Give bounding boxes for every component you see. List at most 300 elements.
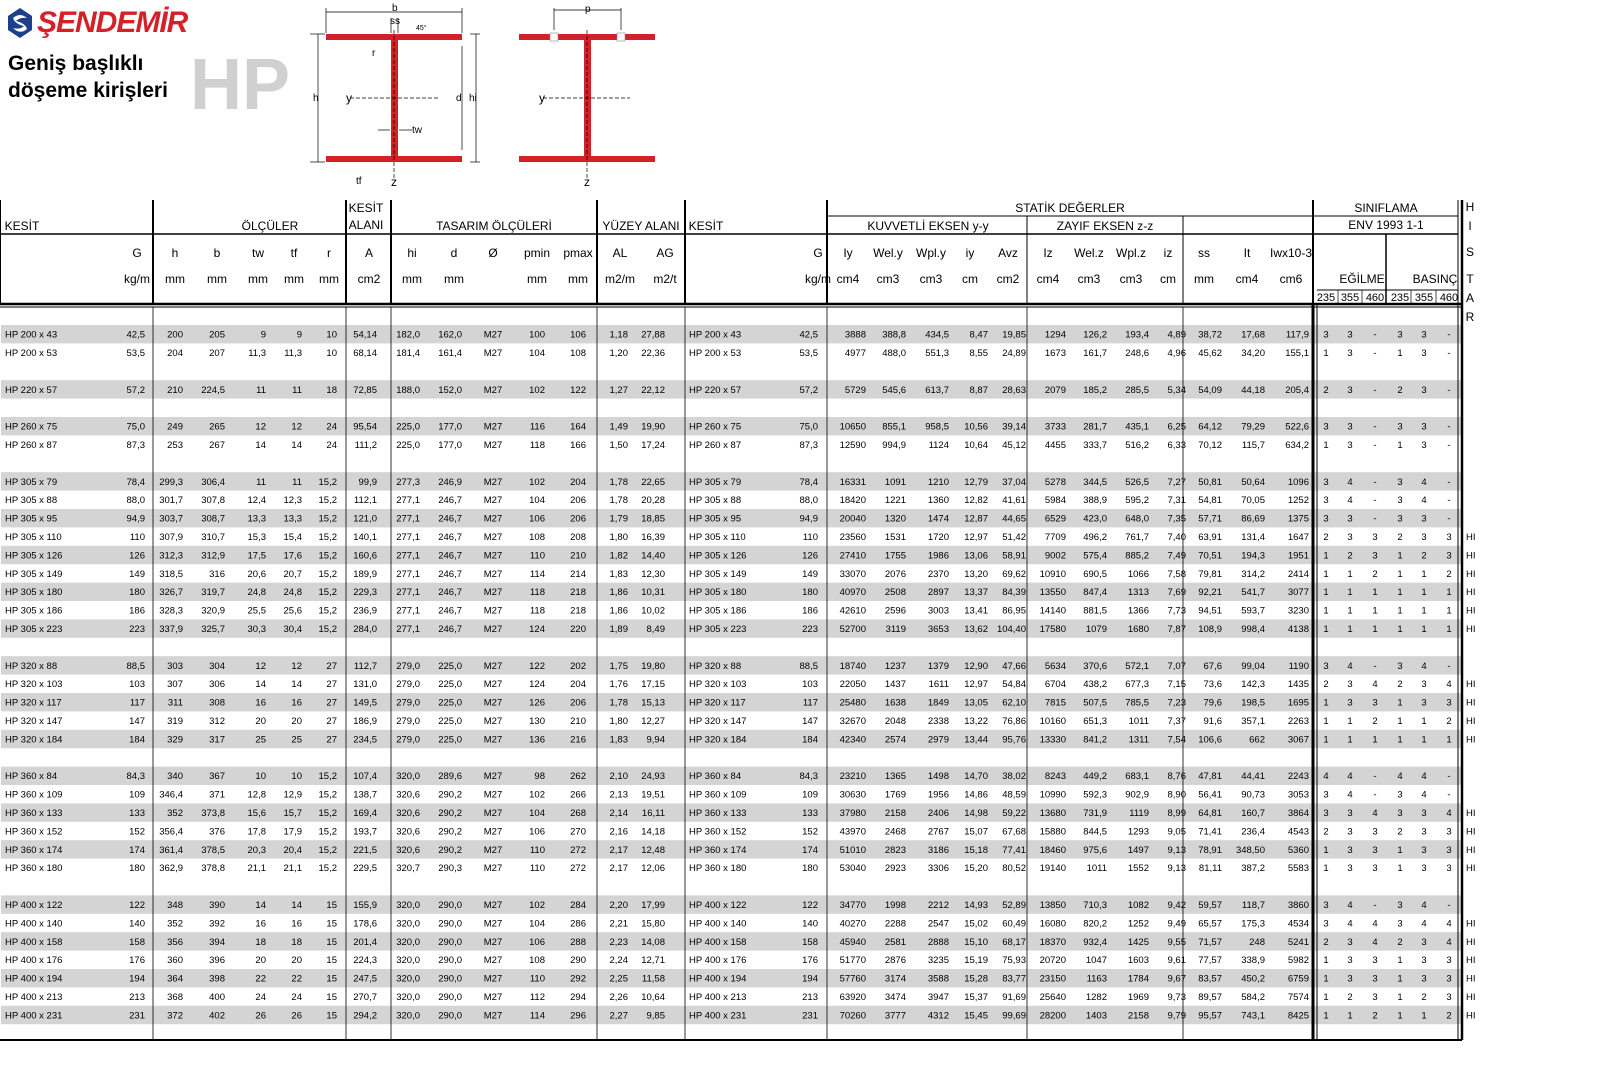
cell-10: M27 <box>483 348 503 359</box>
cell-18: 1755 <box>884 550 906 562</box>
class-cell-2: - <box>1373 476 1377 488</box>
cell-9: 289,6 <box>438 771 462 783</box>
cell-27: 387,2 <box>1241 863 1265 875</box>
cell-kesit: HP 400 x 158 <box>5 936 63 948</box>
cell-kesit: HP 305 x 126 <box>5 550 63 562</box>
cell-7: 234,5 <box>353 734 377 746</box>
cell-18: 3119 <box>885 624 906 635</box>
class-cell-4: 4 <box>1421 789 1427 801</box>
cell-11: 104 <box>529 495 545 507</box>
cell-27: 357,1 <box>1241 716 1265 727</box>
class-cell-5: 2 <box>1446 568 1452 580</box>
class-cell-3: 3 <box>1397 495 1403 507</box>
cell-kesit: HP 360 x 174 <box>5 844 63 856</box>
cell-12: 210 <box>570 550 586 562</box>
cell-21: 99,69 <box>1002 1010 1026 1022</box>
cell-17: 52700 <box>839 624 866 635</box>
cell-11: 102 <box>529 789 545 801</box>
cell-9: 225,0 <box>438 679 462 691</box>
cell-16: 126 <box>802 550 818 562</box>
cell-25: 9,49 <box>1167 918 1186 930</box>
cell-9: 246,7 <box>438 513 462 525</box>
cell-22: 7815 <box>1044 697 1066 709</box>
cell-4: 16 <box>255 918 266 930</box>
cell-16: 133 <box>802 808 818 819</box>
cell-3: 224,5 <box>201 384 225 396</box>
cell-23: 344,5 <box>1083 476 1107 488</box>
cell-5: 24,8 <box>283 587 302 599</box>
cell-23: 507,5 <box>1083 697 1107 709</box>
class-cell-4: 4 <box>1421 771 1427 783</box>
cell-kesit: HP 220 x 57 <box>5 384 58 396</box>
class-cell-0: 1 <box>1323 1010 1329 1022</box>
cell-17: 40970 <box>839 587 866 599</box>
class-cell-0: 1 <box>1323 955 1329 967</box>
cell-6: 15,2 <box>318 789 337 801</box>
cell-kesit-2: HP 305 x 88 <box>689 495 742 507</box>
cell-kesit-2: HP 320 x 147 <box>689 716 747 727</box>
unit-4: mm <box>284 272 304 286</box>
class-cell-1: 4 <box>1347 789 1353 801</box>
cell-2: 249 <box>167 421 183 433</box>
cell-8: 225,0 <box>396 421 420 433</box>
cell-28: 205,4 <box>1285 384 1309 396</box>
class-cell-3: 1 <box>1397 734 1403 746</box>
class-cell-5: - <box>1447 513 1451 525</box>
cell-16: 88,0 <box>799 495 818 507</box>
cell-8: 320,6 <box>396 789 420 801</box>
cell-24: 1680 <box>1127 624 1149 635</box>
cell-14: 14,08 <box>641 936 665 948</box>
cell-22: 18460 <box>1039 844 1066 856</box>
cell-hi: HI <box>1466 679 1476 691</box>
cell-6: 15 <box>326 900 337 911</box>
cell-4: 21,1 <box>247 863 266 875</box>
cell-10: M27 <box>483 660 503 672</box>
unit-19: cm2 <box>996 272 1020 286</box>
cell-14: 19,51 <box>641 789 665 801</box>
cell-23: 438,2 <box>1083 679 1107 691</box>
cell-2: 356,4 <box>159 826 183 838</box>
cell-hi: HI <box>1466 973 1476 985</box>
side-letter: R <box>1465 310 1475 324</box>
cell-6: 15,2 <box>318 771 337 783</box>
class-cell-4: 3 <box>1421 329 1427 341</box>
unit-13: m2/t <box>653 272 677 286</box>
class-cell-4: 3 <box>1421 679 1427 691</box>
cell-7: 112,1 <box>353 495 377 507</box>
hp-section-table <box>0 200 1600 1050</box>
cell-2: 368 <box>167 992 183 1003</box>
cell-14: 10,02 <box>641 605 665 617</box>
cell-hi: HI <box>1466 863 1476 875</box>
cell-6: 10 <box>326 348 337 359</box>
class-cell-2: 2 <box>1372 568 1378 580</box>
cell-kesit: HP 360 x 152 <box>5 826 63 838</box>
cell-2: 301,7 <box>159 495 183 507</box>
cell-27: 248 <box>1249 936 1265 948</box>
cell-20: 15,45 <box>964 1010 988 1022</box>
cell-8: 277,1 <box>396 550 420 562</box>
cell-kesit: HP 305 x 79 <box>5 476 58 488</box>
cell-8: 320,0 <box>396 955 420 967</box>
class-cell-4: 4 <box>1421 900 1427 911</box>
cell-hi: HI <box>1466 936 1476 948</box>
cell-27: 79,29 <box>1241 421 1265 433</box>
cell-17: 22050 <box>839 679 866 691</box>
cell-1: 53,5 <box>126 348 145 359</box>
col-26: Iwx10-3 <box>1269 246 1313 260</box>
class-cell-2: 1 <box>1372 587 1378 599</box>
cell-kesit: HP 360 x 133 <box>5 808 63 819</box>
cell-2: 326,7 <box>159 587 183 599</box>
cell-21: 69,62 <box>1002 568 1026 580</box>
cell-6: 15,2 <box>318 605 337 617</box>
cell-kesit-2: HP 305 x 180 <box>689 587 747 599</box>
cell-23: 1079 <box>1085 624 1107 635</box>
cell-12: 122 <box>570 384 586 396</box>
cell-1: 152 <box>129 826 145 838</box>
class-cell-4: 4 <box>1421 476 1427 488</box>
label-d: d <box>456 93 462 104</box>
cell-1: 147 <box>129 716 145 727</box>
class-cell-3: 1 <box>1397 1010 1403 1022</box>
cell-17: 42340 <box>839 734 866 746</box>
class-cell-2: 1 <box>1372 734 1378 746</box>
cell-8: 320,0 <box>396 900 420 911</box>
cell-20: 14,86 <box>964 789 988 801</box>
cell-9: 246,7 <box>438 568 462 580</box>
cell-8: 277,1 <box>396 605 420 617</box>
cell-21: 104,40 <box>996 624 1026 635</box>
cell-9: 246,7 <box>438 495 462 507</box>
cell-25: 7,54 <box>1167 734 1186 746</box>
cell-9: 225,0 <box>438 660 462 672</box>
cell-1: 57,2 <box>126 384 145 396</box>
cell-20: 8,55 <box>969 348 988 359</box>
cell-19: 3588 <box>927 973 949 985</box>
cell-14: 10,64 <box>641 992 665 1003</box>
cell-5: 12 <box>291 421 302 433</box>
cell-19: 3235 <box>927 955 949 967</box>
cell-25: 9,67 <box>1167 973 1186 985</box>
cell-22: 15880 <box>1039 826 1066 838</box>
cell-13: 2,23 <box>609 936 628 948</box>
class-cell-1: 1 <box>1347 1010 1353 1022</box>
cell-7: 111,2 <box>354 440 377 451</box>
class-cell-2: 3 <box>1372 697 1378 709</box>
class-cell-5: 3 <box>1446 550 1452 562</box>
cell-6: 15,2 <box>318 826 337 838</box>
cell-26: 65,57 <box>1198 918 1222 930</box>
cell-kesit-2: HP 360 x 109 <box>689 789 747 801</box>
cell-22: 13850 <box>1039 900 1066 911</box>
class-cell-1: 3 <box>1347 973 1353 985</box>
class-cell-3: 1 <box>1397 348 1403 359</box>
cell-11: 114 <box>529 568 545 580</box>
cell-28: 3077 <box>1287 587 1309 599</box>
cell-17: 51010 <box>839 844 866 856</box>
class-cell-5: 3 <box>1446 697 1452 709</box>
cell-23: 731,9 <box>1083 808 1107 819</box>
cell-12: 204 <box>570 476 586 488</box>
cell-9: 290,0 <box>438 955 462 967</box>
cell-kesit: HP 305 x 149 <box>5 568 63 580</box>
cell-20: 8,87 <box>969 384 988 396</box>
class-cell-4: 3 <box>1421 936 1427 948</box>
grade-3: 235 <box>1390 292 1410 304</box>
cell-6: 24 <box>326 440 337 451</box>
col-11: pmax <box>563 246 593 260</box>
cell-24: 1552 <box>1127 863 1149 875</box>
cell-12: 272 <box>570 844 586 856</box>
class-cell-0: 1 <box>1323 550 1329 562</box>
cell-5: 21,1 <box>283 863 302 875</box>
cell-14: 15,80 <box>641 918 665 930</box>
cell-9: 290,2 <box>438 844 462 856</box>
cell-7: 201,4 <box>353 936 377 948</box>
cell-17: 45940 <box>839 936 866 948</box>
cell-20: 13,20 <box>964 568 988 580</box>
cell-19: 3306 <box>927 863 949 875</box>
cell-20: 15,37 <box>964 992 988 1003</box>
cell-14: 16,11 <box>641 808 665 819</box>
cell-13: 2,10 <box>609 771 628 783</box>
cell-8: 279,0 <box>396 734 420 746</box>
cell-5: 14 <box>291 900 302 911</box>
class-cell-4: 1 <box>1421 605 1427 617</box>
cell-8: 277,1 <box>396 587 420 599</box>
cell-1: 140 <box>129 918 145 930</box>
class-cell-0: 3 <box>1323 329 1329 341</box>
cell-22: 10910 <box>1039 568 1066 580</box>
class-cell-2: 4 <box>1372 936 1378 948</box>
class-cell-5: 4 <box>1446 808 1452 819</box>
cell-7: 178,6 <box>353 918 377 930</box>
cell-kesit-2: HP 305 x 149 <box>689 568 747 580</box>
cell-28: 2414 <box>1287 568 1309 580</box>
cell-kesit: HP 400 x 176 <box>5 955 63 967</box>
class-cell-4: 3 <box>1421 513 1427 525</box>
cell-12: 220 <box>570 624 586 635</box>
cell-22: 14140 <box>1039 605 1066 617</box>
cell-22: 3733 <box>1044 421 1066 433</box>
cell-12: 210 <box>570 716 586 727</box>
cell-12: 204 <box>570 679 586 691</box>
cell-9: 225,0 <box>438 716 462 727</box>
cell-27: 338,9 <box>1241 955 1265 967</box>
cell-11: 104 <box>529 348 545 359</box>
cell-12: 286 <box>570 918 586 930</box>
cell-21: 84,39 <box>1002 587 1026 599</box>
cell-2: 337,9 <box>159 624 183 635</box>
cell-17: 10650 <box>839 421 866 433</box>
cell-25: 5,34 <box>1167 384 1186 396</box>
cell-6: 15,2 <box>318 550 337 562</box>
cell-18: 1365 <box>884 771 906 783</box>
cell-10: M27 <box>483 532 503 543</box>
cell-11: 122 <box>529 660 545 672</box>
cell-18: 2574 <box>884 734 906 746</box>
cell-3: 402 <box>209 1010 225 1022</box>
cell-11: 104 <box>529 918 545 930</box>
cell-16: 147 <box>802 716 818 727</box>
cell-26: 64,81 <box>1198 808 1222 819</box>
cell-4: 15,6 <box>247 808 266 819</box>
class-cell-1: 3 <box>1347 844 1353 856</box>
class-cell-5: 1 <box>1446 605 1452 617</box>
class-cell-1: 2 <box>1347 992 1353 1003</box>
cell-25: 9,13 <box>1167 863 1186 875</box>
cell-17: 37980 <box>839 808 866 819</box>
cell-12: 206 <box>570 513 586 525</box>
cell-10: M27 <box>483 550 503 562</box>
cell-7: 155,9 <box>353 900 377 911</box>
cell-8: 279,0 <box>396 660 420 672</box>
cell-5: 20 <box>291 955 302 967</box>
cell-10: M27 <box>483 716 503 727</box>
cell-24: 1082 <box>1127 900 1149 911</box>
cell-18: 1437 <box>884 679 906 691</box>
cell-21: 52,89 <box>1002 900 1026 911</box>
cell-22: 6704 <box>1044 679 1066 691</box>
cell-12: 296 <box>570 1010 586 1022</box>
cell-23: 975,6 <box>1083 844 1107 856</box>
label-r: r <box>372 48 376 59</box>
cell-6: 27 <box>326 660 337 672</box>
cell-kesit-2: HP 400 x 213 <box>689 992 747 1003</box>
cell-16: 231 <box>802 1010 818 1022</box>
cell-17: 18740 <box>839 660 866 672</box>
cell-11: 102 <box>529 476 545 488</box>
cell-26: 92,21 <box>1198 587 1222 599</box>
cell-kesit: HP 305 x 180 <box>5 587 63 599</box>
cell-13: 1,78 <box>609 697 628 709</box>
cell-27: 118,7 <box>1241 900 1265 911</box>
cell-19: 1379 <box>927 660 949 672</box>
cell-24: 1784 <box>1127 973 1149 985</box>
cell-8: 279,0 <box>396 697 420 709</box>
cell-7: 236,9 <box>353 605 377 617</box>
cell-18: 3777 <box>884 1010 906 1022</box>
cell-22: 13680 <box>1039 808 1066 819</box>
cell-11: 110 <box>529 973 545 985</box>
cell-13: 2,26 <box>609 992 628 1003</box>
cell-27: 662 <box>1249 734 1265 746</box>
cell-25: 9,73 <box>1167 992 1186 1003</box>
cell-7: 149,5 <box>353 697 377 709</box>
cell-13: 1,18 <box>609 329 628 341</box>
cell-25: 7,35 <box>1167 513 1186 525</box>
cell-23: 449,2 <box>1083 771 1107 783</box>
cell-2: 311 <box>167 697 183 709</box>
class-cell-1: 3 <box>1347 826 1353 838</box>
cell-3: 308,7 <box>201 513 225 525</box>
cell-4: 10 <box>255 771 266 783</box>
cell-20: 15,20 <box>964 863 988 875</box>
cell-20: 12,82 <box>964 495 988 507</box>
cell-4: 17,5 <box>247 550 266 562</box>
cell-20: 12,90 <box>964 660 988 672</box>
cell-8: 225,0 <box>396 440 420 451</box>
cell-8: 320,0 <box>396 771 420 783</box>
class-cell-3: 1 <box>1397 568 1403 580</box>
cell-9: 246,9 <box>438 476 462 488</box>
class-cell-2: 1 <box>1372 624 1378 635</box>
label-p: p <box>585 4 591 15</box>
class-cell-0: 1 <box>1323 863 1329 875</box>
class-cell-2: 4 <box>1372 808 1378 819</box>
cell-19: 3003 <box>927 605 949 617</box>
cell-10: M27 <box>483 826 503 838</box>
cell-20: 12,79 <box>964 476 988 488</box>
cell-17: 42610 <box>839 605 866 617</box>
cell-3: 371 <box>209 789 225 801</box>
cell-hi: HI <box>1466 624 1476 635</box>
class-cell-3: 3 <box>1397 476 1403 488</box>
cell-9: 161,4 <box>438 348 462 359</box>
cell-11: 108 <box>529 955 545 967</box>
unit-25: cm4 <box>1235 272 1259 286</box>
cell-13: 2,24 <box>609 955 628 967</box>
class-cell-0: 3 <box>1323 513 1329 525</box>
cell-21: 86,95 <box>1002 605 1026 617</box>
cell-27: 584,2 <box>1241 992 1265 1003</box>
cell-6: 15 <box>326 955 337 967</box>
cell-22: 13550 <box>1039 587 1066 599</box>
cell-9: 246,7 <box>438 624 462 635</box>
cell-13: 2,25 <box>609 973 628 985</box>
cell-20: 10,64 <box>964 440 988 451</box>
cell-27: 142,3 <box>1241 679 1265 691</box>
cell-26: 54,09 <box>1198 384 1222 396</box>
cell-20: 14,93 <box>964 900 988 911</box>
cell-23: 820,2 <box>1083 918 1107 930</box>
cell-16: 186 <box>802 605 818 617</box>
cell-11: 112 <box>529 992 545 1003</box>
class-cell-5: 4 <box>1446 679 1452 691</box>
cell-6: 15 <box>326 992 337 1003</box>
cell-26: 71,57 <box>1198 936 1222 948</box>
cell-23: 932,4 <box>1083 936 1107 948</box>
cell-16: 184 <box>802 734 818 746</box>
cell-1: 231 <box>129 1010 145 1022</box>
cell-27: 50,64 <box>1241 476 1265 488</box>
cell-18: 2876 <box>884 955 906 967</box>
unit-15: cm4 <box>836 272 860 286</box>
cell-3: 378,8 <box>201 863 225 875</box>
cell-4: 14 <box>255 900 266 911</box>
cell-19: 2406 <box>927 808 949 819</box>
col-23: iz <box>1163 246 1173 260</box>
label-h: h <box>313 93 319 104</box>
cell-kesit: HP 260 x 75 <box>5 421 58 433</box>
cell-13: 1,89 <box>609 624 628 635</box>
cell-14: 12,71 <box>641 955 665 967</box>
cell-12: 266 <box>570 789 586 801</box>
cell-12: 214 <box>570 568 586 580</box>
cell-3: 310,7 <box>201 532 225 543</box>
label-hi: hi <box>469 93 477 104</box>
cell-7: 294,2 <box>353 1010 377 1022</box>
class-cell-1: 3 <box>1347 440 1353 451</box>
cell-27: 593,7 <box>1241 605 1265 617</box>
class-cell-0: 2 <box>1323 936 1329 948</box>
cell-19: 3186 <box>927 844 949 856</box>
cell-28: 1375 <box>1287 513 1309 525</box>
cell-20: 14,70 <box>964 771 988 783</box>
cell-21: 80,52 <box>1002 863 1026 875</box>
